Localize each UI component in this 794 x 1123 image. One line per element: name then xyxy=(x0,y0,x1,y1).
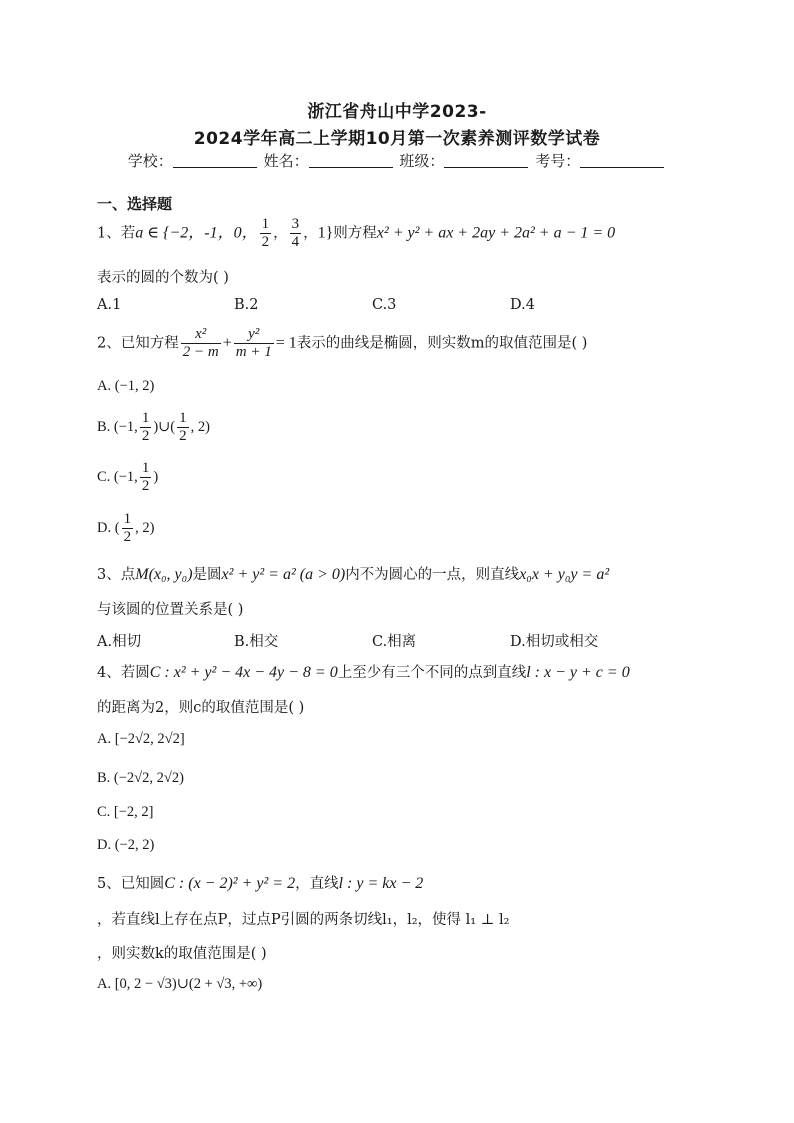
q2-option-c-part-2: ) xyxy=(153,468,159,485)
q5-option-a[interactable]: A. [0, 2 − √3)∪(2 + √3, +∞) xyxy=(97,976,263,992)
q2-option-c[interactable] xyxy=(97,460,158,495)
section-title: 一、选择题 xyxy=(97,195,173,213)
q2-option-c-frac xyxy=(140,460,152,495)
q1-line-2: 表示的圆的个数为( ) xyxy=(97,270,229,286)
q2-text: 表示的曲线是椭圆，则实数m的取值范围是( ) xyxy=(296,335,588,352)
q4-line-1 xyxy=(97,661,630,682)
q1-option-d[interactable]: D.4 xyxy=(510,297,535,313)
q2-option-b-part-3: , 2) xyxy=(190,418,210,435)
q2-option-c-frac-num: 1 xyxy=(141,460,150,476)
q5-circle: C : (x − 2)² + y² = 2 xyxy=(164,875,296,892)
q2-frac-2-num: y² xyxy=(234,326,274,344)
q3-circle: x² + y² = a² (a > 0) xyxy=(221,566,346,583)
q3-point: M(x₀, y₀) xyxy=(135,566,193,583)
q2-option-c-label: C. xyxy=(97,468,111,485)
q3-option-c[interactable]: C.相离 xyxy=(372,634,417,650)
q2-frac-1 xyxy=(181,326,221,361)
q2-option-b-frac-1 xyxy=(140,410,152,445)
q2-option-a[interactable]: A. (−1, 2) xyxy=(97,378,155,394)
q2-plus: + xyxy=(222,334,232,352)
q4-line-expr: l : x − y + c = 0 xyxy=(526,664,630,681)
q3-text-1: 是圆 xyxy=(192,567,222,583)
q2-line-1 xyxy=(97,326,587,361)
q5-line-2: ，若直线l上存在点P，过点P引圆的两条切线l₁，l₂，使得 l₁ ⊥ l₂ xyxy=(97,912,510,928)
q2-option-b-frac-1-den: 2 xyxy=(141,428,150,444)
q1-mid: 则方程 xyxy=(333,225,377,242)
q4-option-c[interactable]: C. [−2, 2] xyxy=(97,804,154,820)
q2-option-b-frac-2-num: 1 xyxy=(179,410,187,426)
q2-option-b-frac-2-den: 2 xyxy=(179,428,187,444)
q4-line-2: 的距离为2，则c的取值范围是( ) xyxy=(97,700,305,716)
class-field[interactable] xyxy=(444,153,528,168)
school-field[interactable] xyxy=(173,153,257,168)
q2-option-b-label: B. xyxy=(97,418,111,435)
q3-line-1 xyxy=(97,563,609,584)
q2-option-c-frac-den: 2 xyxy=(141,478,150,494)
name-field[interactable] xyxy=(309,153,393,168)
exam-number-label: 考号： xyxy=(535,152,581,170)
q2-option-d-part-2: , 2) xyxy=(135,519,155,536)
q2-frac-2 xyxy=(234,326,274,361)
q1-frac-2-num: 3 xyxy=(291,216,300,232)
q1-line-1: 1、若a ∈ {−2，-1，0， $\frac{1}{2}$ ， $\frac{3}{4}$ ，1}则方程x² + y² + ax + 2ay + 2a² + a − 1 = 0 xyxy=(97,216,616,250)
q1-prefix: 1、若 xyxy=(97,225,136,242)
q4-prefix: 4、若圆 xyxy=(97,665,150,681)
q1-frac-2-den: 4 xyxy=(291,234,300,250)
q4-option-b[interactable]: B. (−2√2, 2√2) xyxy=(97,770,184,786)
q5-line-expr: l : y = kx − 2 xyxy=(338,875,424,892)
q3-line-2: 与该圆的位置关系是( ) xyxy=(97,602,244,618)
q1-option-c[interactable]: C.3 xyxy=(372,297,397,313)
q2-option-d-frac xyxy=(122,511,134,546)
q1-frac-1-num: 1 xyxy=(261,216,270,232)
q3-prefix: 3、点 xyxy=(97,567,136,583)
q4-option-a[interactable]: A. [−2√2, 2√2] xyxy=(97,731,185,747)
q3-line-expr: x₀x + y₀y = a² xyxy=(519,566,610,583)
q2-option-b-frac-1-num: 1 xyxy=(141,410,150,426)
q5-line-1 xyxy=(97,872,423,893)
name-label: 姓名： xyxy=(263,152,309,170)
q2-frac-2-den: m + 1 xyxy=(235,344,272,360)
q2-option-d-label: D. xyxy=(97,519,112,536)
class-label: 班级： xyxy=(399,152,445,170)
q2-option-c-part-1: (−1, xyxy=(113,468,138,485)
q2-option-b[interactable] xyxy=(97,410,210,445)
q1-set-end: 1} xyxy=(317,224,334,242)
q1-frac-1 xyxy=(260,216,272,251)
student-info-row xyxy=(0,150,794,171)
q2-frac-1-den: 2 − m xyxy=(182,344,219,360)
q3-text-2: 内不为圆心的一点，则直线 xyxy=(345,567,520,583)
title-line-2: 2024学年高二上学期10月第一次素养测评数学试卷 xyxy=(193,129,601,149)
q5-line-3: ，则实数k的取值范围是( ) xyxy=(97,946,267,962)
q3-option-a[interactable]: A.相切 xyxy=(97,634,142,650)
q2-option-b-part-1: (−1, xyxy=(113,418,138,435)
q2-option-d-frac-den: 2 xyxy=(123,529,132,545)
q1-frac-2 xyxy=(290,216,302,251)
q4-option-d[interactable]: D. (−2, 2) xyxy=(97,837,155,853)
title-line-1: 浙江省舟山中学2023- xyxy=(307,102,487,122)
q3-option-b[interactable]: B.相交 xyxy=(234,634,279,650)
q2-option-d-frac-num: 1 xyxy=(123,511,132,527)
q5-text-1: ，直线 xyxy=(295,876,339,892)
q2-prefix: 2、已知方程 xyxy=(97,335,179,352)
q1-option-a[interactable]: A.1 xyxy=(97,297,122,313)
q4-circle: C : x² + y² − 4x − 4y − 8 = 0 xyxy=(149,664,338,681)
q1-frac-1-den: 2 xyxy=(261,234,270,250)
q2-option-d[interactable] xyxy=(97,511,154,546)
q2-frac-1-num: x² xyxy=(181,326,221,344)
q3-option-d[interactable]: D.相切或相交 xyxy=(510,634,599,650)
q1-equation: x² + y² + ax + 2ay + 2a² + a − 1 = 0 xyxy=(376,224,616,242)
q1-option-b[interactable]: B.2 xyxy=(234,297,259,313)
school-label: 学校： xyxy=(127,152,173,170)
q2-eq: = 1 xyxy=(275,334,297,352)
q2-option-d-part-1: ( xyxy=(114,519,120,536)
q5-prefix: 5、已知圆 xyxy=(97,876,165,892)
exam-number-field[interactable] xyxy=(580,153,664,168)
q4-text-1: 上至少有三个不同的点到直线 xyxy=(337,665,527,681)
q1-set: a ∈ {−2，-1，0， xyxy=(135,224,258,242)
q2-option-b-part-2: )∪( xyxy=(153,418,176,435)
q2-option-b-frac-2 xyxy=(177,410,189,445)
